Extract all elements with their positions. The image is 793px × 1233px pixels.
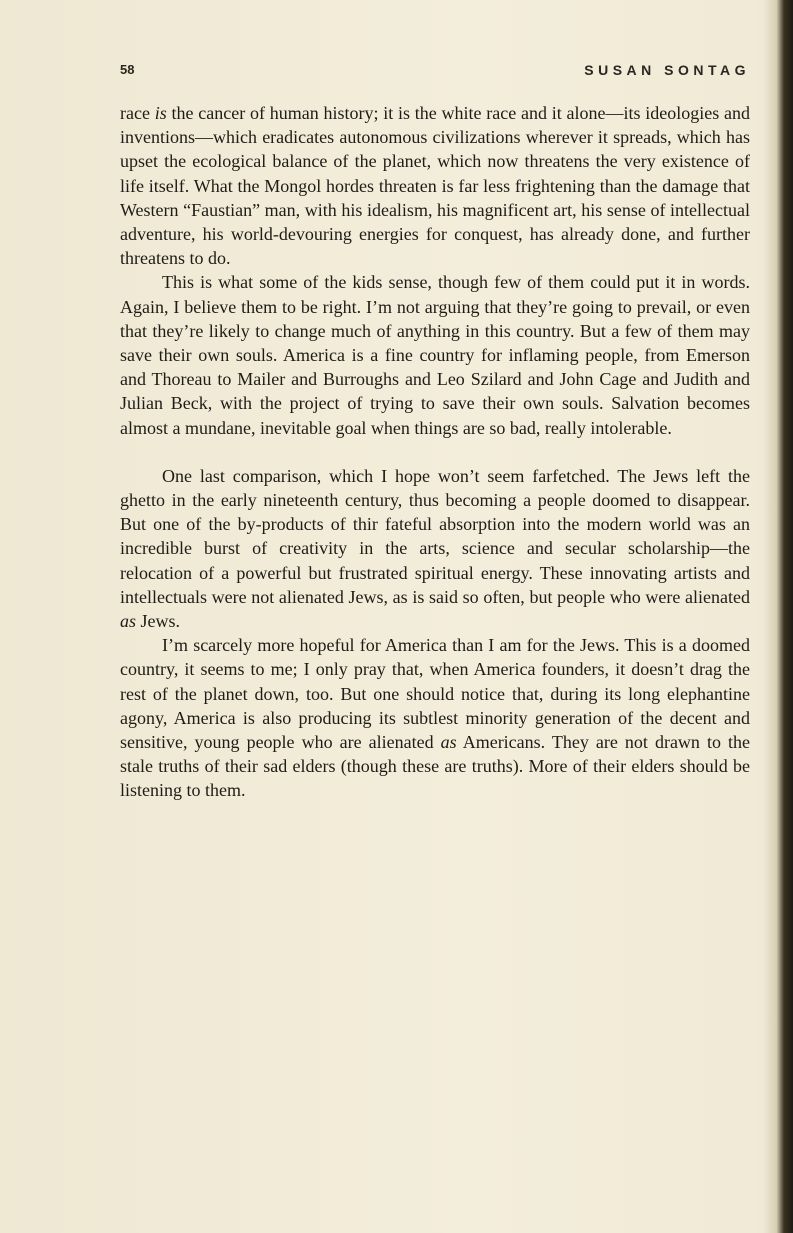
paragraph-1-text-after: the cancer of human history; it is the white race and it alone—its ideologies and inventions—which eradicates autonomous civilizations wherever it spreads, which has upset the ecological balance of the planet, which now threatens the very existence of life itself. What the Mongol hordes threaten is far less frightening than the damage that Western “Faustian” man, with his idealism, his magnificent art, his sense of intellectual adventure, his world-devouring energies for conquest, has already done, and further threatens to do. (120, 103, 750, 269)
paragraph-3-text-before: One last comparison, which I hope won’t seem farfetched. The Jews left the ghetto in the early nineteenth century, thus becoming a people doomed to disappear. But one of the by-products of thir fateful absorption into the modern world was an incredible burst of creativity in the arts, science and secular scholarship—the relocation of a powerful but frustrated spiritual energy. These innovating artists and intellectuals were not alienated Jews, as is said so often, but people who were alienated (120, 465, 750, 607)
paragraph-3-text-after: Jews. (136, 611, 181, 632)
paragraph-1 (120, 101, 750, 270)
section-break (120, 440, 750, 464)
paragraph-4-text-before: I’m scarcely more hopeful for America than I am for the Jews. This is a doomed country, it seems to me; I only pray that, when America founders, it doesn’t drag the rest of the planet down, too. But one should notice that, during its long elephantine agony, America is also producing its subtlest minority generation of the decent and sensitive, young people who are alienated (120, 635, 750, 753)
paragraph-3 (120, 464, 750, 633)
running-head: SUSAN SONTAG (584, 62, 750, 78)
page-header (120, 62, 750, 82)
paragraph-4-text-after: Americans. They are not drawn to the stale truths of their sad elders (though these are truths). More of their elders should be listening to them. (120, 732, 750, 801)
paragraph-3-emphasis: as (120, 611, 137, 632)
paragraph-2: This is what some of the kids sense, though few of them could put it in words. Again, I believe them to be right. I’m not arguing that they’re going to prevail, or even that they’re likely to change much of anything in this country. But a few of them may save their own souls. America is a fine country for inflaming people, from Emerson and Thoreau to Mailer and Burroughs and Leo Szilard and John Cage and Judith and Julian Beck, with the project of trying to save their own souls. Salvation becomes almost a mundane, inevitable goal when things are so bad, really intolerable. (120, 272, 750, 438)
page-number: 58 (120, 62, 135, 77)
paragraph-4-emphasis: as (440, 732, 457, 753)
book-spine-shadow (763, 0, 793, 1233)
paragraph-1-text-before: race (120, 103, 155, 123)
paragraph-1-emphasis: is (154, 103, 167, 123)
paragraph-4 (120, 633, 750, 802)
body-text (120, 101, 750, 803)
